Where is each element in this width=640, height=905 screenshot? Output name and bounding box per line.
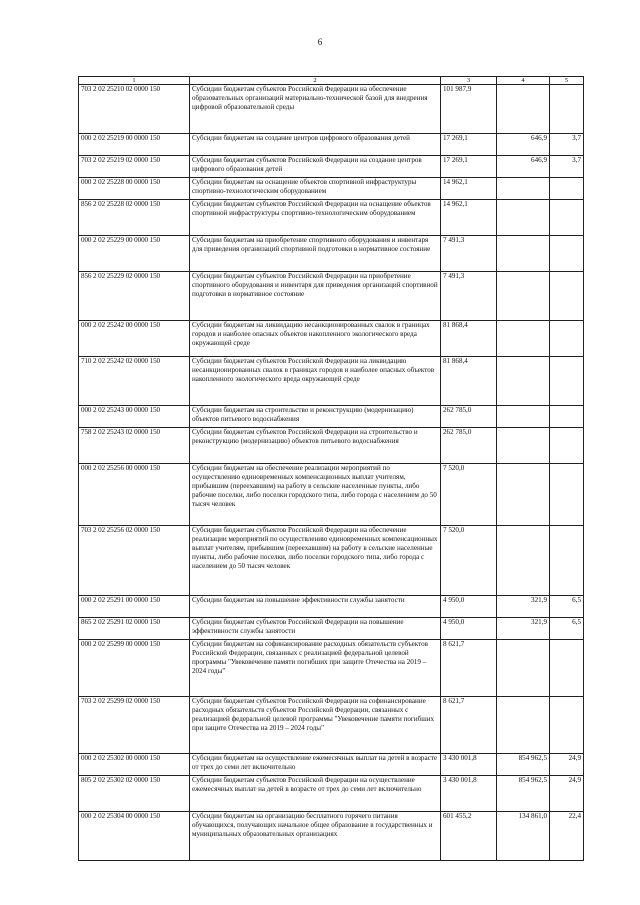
amount-cell: 7 520,0 <box>441 464 497 526</box>
table-row <box>79 236 584 272</box>
percent-cell: 6,5 <box>550 618 584 640</box>
amount-cell: 7 491,3 <box>441 236 497 272</box>
description-cell: Субсидии бюджетам субъектов Российской Федерации на оснащение объектов спортивной инфраструктуры спортивно-технологическим оборудованием <box>190 200 441 236</box>
description-cell: Субсидии бюджетам на строительство и реконструкцию (модернизацию) объектов питьевого водоснабжения <box>190 406 441 428</box>
description-cell: Субсидии бюджетам субъектов Российской Федерации на обеспечение реализации мероприятий по осуществлению единовременных компенсационных выплат учителям, прибывшим (переехавшим) на работу в сельские населенные пункты, либо рабочие поселки, либо поселки городского типа, либо города с населением до 50 тысяч человек <box>190 526 441 596</box>
description-cell: Субсидии бюджетам на софинансирование расходных обязательств субъектов Российской Федерации, связанных с реализацией федеральной целевой программы "Увековечение памяти погибших при защите Отечества на 2019 – 2024 годы" <box>190 640 441 697</box>
amount-cell: 14 962,1 <box>441 200 497 236</box>
amount-cell: 81 868,4 <box>441 321 497 357</box>
table-row <box>79 640 584 697</box>
executed-amount-cell <box>497 200 550 236</box>
budget-code-cell: 805 2 02 25302 02 0000 150 <box>79 776 190 812</box>
executed-amount-cell <box>497 640 550 697</box>
table-body <box>79 85 584 861</box>
table-row <box>79 357 584 406</box>
budget-code-cell: 703 2 02 25210 02 0000 150 <box>79 85 190 134</box>
table-row <box>79 156 584 178</box>
table-row <box>79 321 584 357</box>
percent-cell <box>550 200 584 236</box>
amount-cell: 7 520,0 <box>441 526 497 596</box>
executed-amount-cell <box>497 428 550 464</box>
description-cell: Субсидии бюджетам субъектов Российской Федерации на приобретение спортивного оборудования и инвентаря для приведения организаций спортивной подготовки в нормативное состояние <box>190 272 441 321</box>
percent-cell: 24,9 <box>550 776 584 812</box>
description-cell: Субсидии бюджетам субъектов Российской Федерации на осуществление ежемесячных выплат на детей в возрасте от трех до семи лет включительно <box>190 776 441 812</box>
percent-cell: 3,7 <box>550 134 584 156</box>
amount-cell: 7 491,3 <box>441 272 497 321</box>
budget-table <box>78 76 584 861</box>
amount-cell: 4 950,0 <box>441 618 497 640</box>
percent-cell <box>550 321 584 357</box>
percent-cell <box>550 178 584 200</box>
budget-code-cell: 000 2 02 25229 00 0000 150 <box>79 236 190 272</box>
table-row <box>79 200 584 236</box>
description-cell: Субсидии бюджетам субъектов Российской Федерации на повышение эффективности службы занятости <box>190 618 441 640</box>
executed-amount-cell <box>497 464 550 526</box>
page-number: 6 <box>317 37 323 47</box>
budget-code-cell: 000 2 02 25304 00 0000 150 <box>79 812 190 861</box>
description-cell: Субсидии бюджетам субъектов Российской Федерации на ликвидацию несанкционированных свалок в границах городов и наиболее опасных объектов накопленного экологического вреда окружающей среде <box>190 357 441 406</box>
percent-cell <box>550 357 584 406</box>
amount-cell: 17 269,1 <box>441 156 497 178</box>
budget-code-cell: 000 2 02 25299 00 0000 150 <box>79 640 190 697</box>
percent-cell <box>550 464 584 526</box>
budget-code-cell: 000 2 02 25243 00 0000 150 <box>79 406 190 428</box>
percent-cell <box>550 697 584 754</box>
column-header: 1 <box>79 77 190 85</box>
budget-code-cell: 000 2 02 25242 00 0000 150 <box>79 321 190 357</box>
executed-amount-cell <box>497 697 550 754</box>
executed-amount-cell: 134 861,0 <box>497 812 550 861</box>
budget-code-cell: 000 2 02 25291 00 0000 150 <box>79 596 190 618</box>
percent-cell <box>550 428 584 464</box>
table-row <box>79 697 584 754</box>
column-header: 4 <box>497 77 550 85</box>
amount-cell: 3 430 001,8 <box>441 754 497 776</box>
column-header: 2 <box>190 77 441 85</box>
executed-amount-cell <box>497 236 550 272</box>
executed-amount-cell <box>497 526 550 596</box>
executed-amount-cell: 854 962,5 <box>497 776 550 812</box>
percent-cell <box>550 640 584 697</box>
table-row <box>79 596 584 618</box>
table-row <box>79 754 584 776</box>
table-row <box>79 428 584 464</box>
amount-cell: 3 430 001,8 <box>441 776 497 812</box>
executed-amount-cell: 321,9 <box>497 596 550 618</box>
budget-code-cell: 703 2 02 25219 02 0000 150 <box>79 156 190 178</box>
executed-amount-cell <box>497 178 550 200</box>
executed-amount-cell <box>497 85 550 134</box>
budget-code-cell: 856 2 02 25229 02 0000 150 <box>79 272 190 321</box>
executed-amount-cell <box>497 321 550 357</box>
amount-cell: 17 269,1 <box>441 134 497 156</box>
budget-code-cell: 710 2 02 25242 02 0000 150 <box>79 357 190 406</box>
description-cell: Субсидии бюджетам субъектов Российской Федерации на обеспечение образовательных организаций материально-технической базой для внедрения цифровой образовательной среды <box>190 85 441 134</box>
description-cell: Субсидии бюджетам субъектов Российской Федерации на строительство и реконструкцию (модернизацию) объектов питьевого водоснабжения <box>190 428 441 464</box>
table-row <box>79 406 584 428</box>
budget-code-cell: 865 2 02 25291 02 0000 150 <box>79 618 190 640</box>
percent-cell <box>550 85 584 134</box>
description-cell: Субсидии бюджетам субъектов Российской Федерации на софинансирование расходных обязательств субъектов Российской Федерации, связанных с реализацией федеральной целевой программы "Увековечение памяти погибших при защите Отечества на 2019 – 2024 годы" <box>190 697 441 754</box>
percent-cell: 3,7 <box>550 156 584 178</box>
budget-code-cell: 703 2 02 25299 02 0000 150 <box>79 697 190 754</box>
executed-amount-cell <box>497 406 550 428</box>
executed-amount-cell: 646,9 <box>497 156 550 178</box>
column-header: 5 <box>550 77 584 85</box>
amount-cell: 601 455,2 <box>441 812 497 861</box>
description-cell: Субсидии бюджетам на создание центров цифрового образования детей <box>190 134 441 156</box>
table-row <box>79 272 584 321</box>
budget-code-cell: 000 2 02 25256 00 0000 150 <box>79 464 190 526</box>
executed-amount-cell <box>497 272 550 321</box>
executed-amount-cell: 321,9 <box>497 618 550 640</box>
description-cell: Субсидии бюджетам на приобретение спортивного оборудования и инвентаря для приведения организаций спортивной подготовки в нормативное состояние <box>190 236 441 272</box>
table-row <box>79 178 584 200</box>
amount-cell: 4 950,0 <box>441 596 497 618</box>
description-cell: Субсидии бюджетам на повышение эффективности службы занятости <box>190 596 441 618</box>
description-cell: Субсидии бюджетам на ликвидацию несанкционированных свалок в границах городов и наиболее опасных объектов накопленного экологического вреда окружающей среде <box>190 321 441 357</box>
percent-cell: 22,4 <box>550 812 584 861</box>
description-cell: Субсидии бюджетам на оснащение объектов спортивной инфраструктуры спортивно-технологическим оборудованием <box>190 178 441 200</box>
table-row <box>79 776 584 812</box>
description-cell: Субсидии бюджетам на осуществление ежемесячных выплат на детей в возрасте от трех до семи лет включительно <box>190 754 441 776</box>
table-row <box>79 618 584 640</box>
amount-cell: 8 621,7 <box>441 697 497 754</box>
budget-code-cell: 758 2 02 25243 02 0000 150 <box>79 428 190 464</box>
amount-cell: 262 785,0 <box>441 428 497 464</box>
description-cell: Субсидии бюджетам на организацию бесплатного горячего питания обучающихся, получающих начальное общее образование в государственных и муниципальных образовательных организациях <box>190 812 441 861</box>
budget-code-cell: 703 2 02 25256 02 0000 150 <box>79 526 190 596</box>
header-row <box>79 77 584 85</box>
amount-cell: 101 987,9 <box>441 85 497 134</box>
percent-cell <box>550 526 584 596</box>
budget-code-cell: 000 2 02 25219 00 0000 150 <box>79 134 190 156</box>
percent-cell <box>550 272 584 321</box>
executed-amount-cell: 646,9 <box>497 134 550 156</box>
budget-code-cell: 000 2 02 25302 00 0000 150 <box>79 754 190 776</box>
table-row <box>79 464 584 526</box>
amount-cell: 14 962,1 <box>441 178 497 200</box>
table-header <box>79 77 584 85</box>
percent-cell <box>550 406 584 428</box>
description-cell: Субсидии бюджетам субъектов Российской Федерации на создание центров цифрового образования детей <box>190 156 441 178</box>
executed-amount-cell <box>497 357 550 406</box>
executed-amount-cell: 854 962,5 <box>497 754 550 776</box>
percent-cell: 6,5 <box>550 596 584 618</box>
description-cell: Субсидии бюджетам на обеспечение реализации мероприятий по осуществлению единовременных компенсационных выплат учителям, прибывшим (переехавшим) на работу в сельские населенные пункты, либо рабочие поселки, либо поселки городского типа, либо города с населением до 50 тысяч человек <box>190 464 441 526</box>
table-row <box>79 134 584 156</box>
table-row <box>79 85 584 134</box>
percent-cell <box>550 236 584 272</box>
budget-code-cell: 000 2 02 25228 00 0000 150 <box>79 178 190 200</box>
table-row <box>79 812 584 861</box>
amount-cell: 81 868,4 <box>441 357 497 406</box>
table-row <box>79 526 584 596</box>
percent-cell: 24,9 <box>550 754 584 776</box>
budget-code-cell: 856 2 02 25228 02 0000 150 <box>79 200 190 236</box>
amount-cell: 8 621,7 <box>441 640 497 697</box>
column-header: 3 <box>441 77 497 85</box>
amount-cell: 262 785,0 <box>441 406 497 428</box>
